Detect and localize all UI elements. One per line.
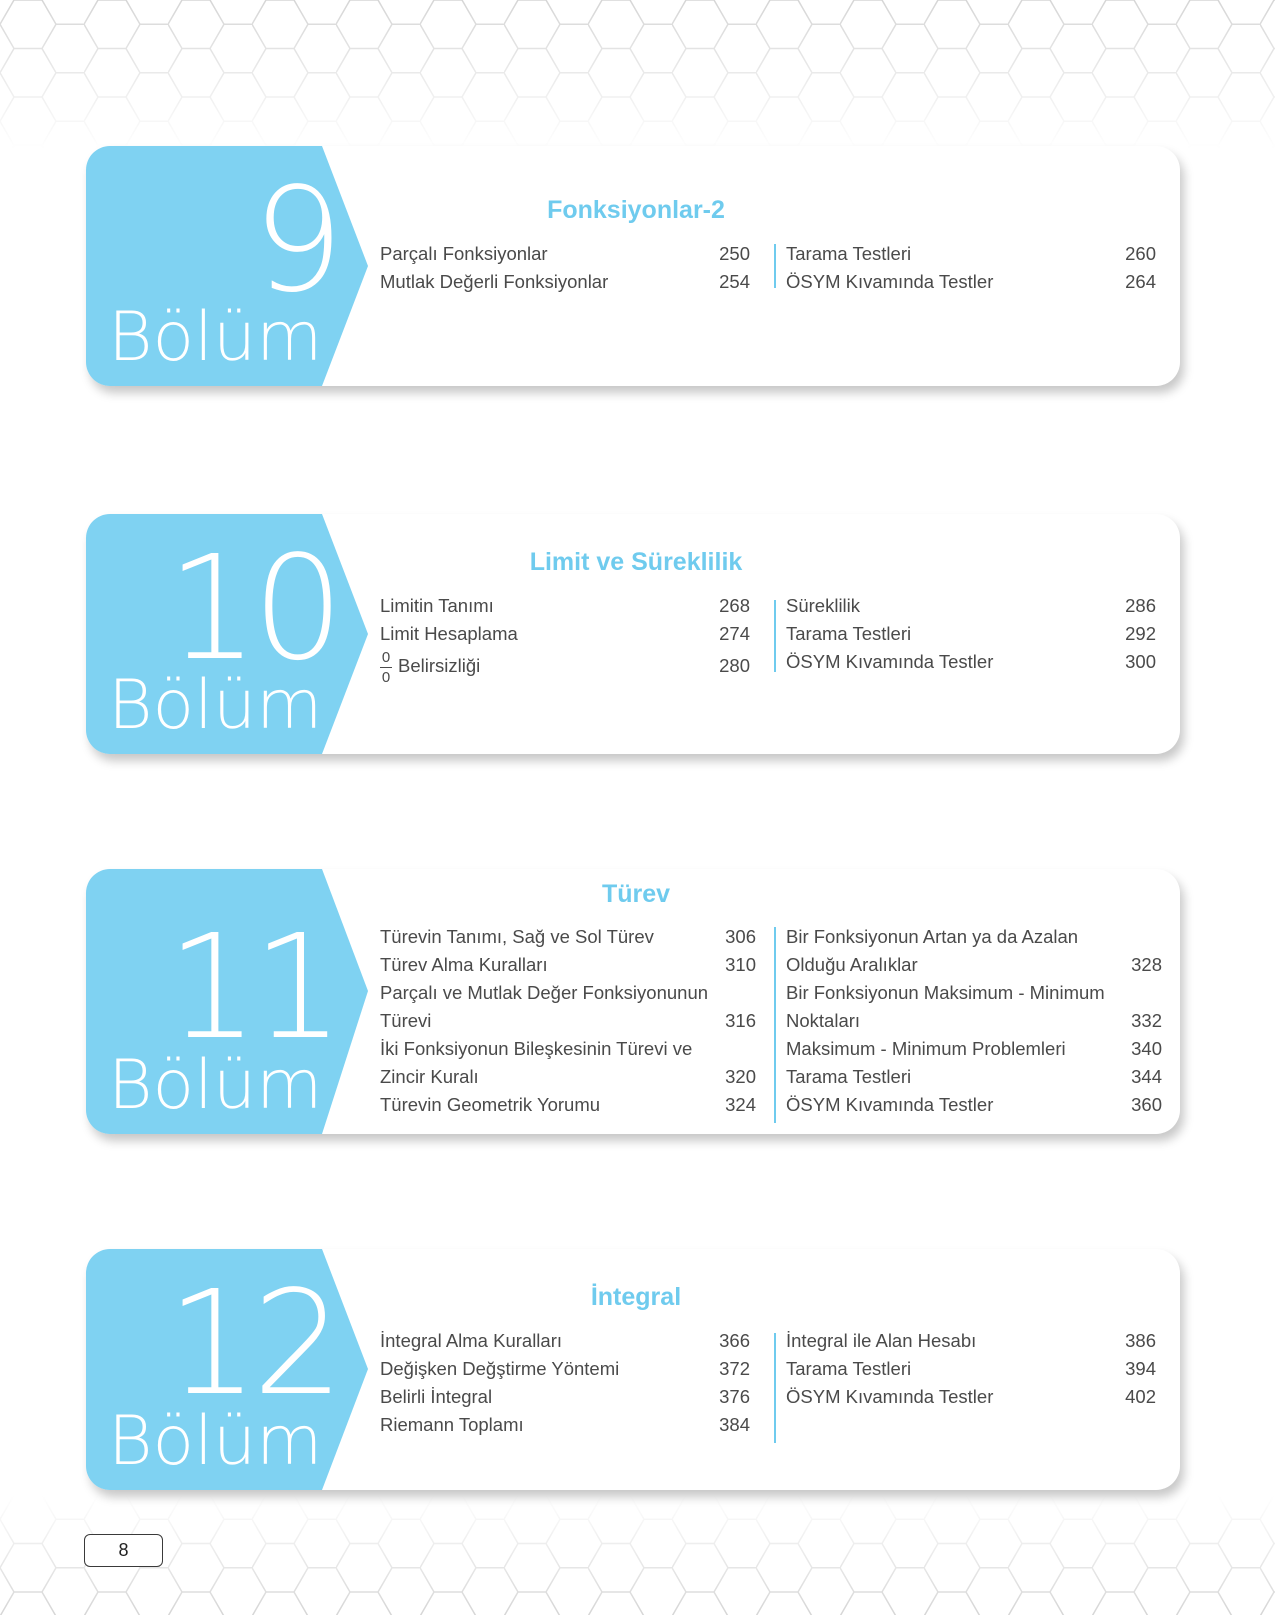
toc-label: Bir Fonksiyonun Maksimum - Minimum	[786, 982, 1105, 1003]
column-divider	[774, 927, 776, 1123]
toc-label: İki Fonksiyonun Bileşkesinin Türevi ve	[380, 1038, 693, 1059]
toc-entry[interactable]	[786, 1383, 1156, 1411]
chapter-number: 11	[166, 903, 338, 1071]
toc-page: 316	[725, 1010, 756, 1031]
toc-page: 394	[1125, 1358, 1156, 1379]
toc-label: Limit Hesaplama	[380, 623, 518, 644]
chapter-title: Limit ve Süreklilik	[529, 548, 743, 576]
toc-label: Türevi	[380, 1010, 432, 1031]
toc-page: 320	[725, 1066, 756, 1087]
chapter-title: İntegral	[590, 1283, 682, 1311]
toc-page: 344	[1131, 1066, 1162, 1087]
toc-label: Tarama Testleri	[786, 243, 912, 264]
toc-page: 402	[1125, 1386, 1156, 1407]
topic-list-right	[786, 592, 1156, 676]
toc-entry[interactable]	[380, 1327, 750, 1355]
chapter-number: 12	[166, 1259, 338, 1427]
toc-label: Bir Fonksiyonun Artan ya da Azalan	[786, 926, 1079, 947]
chapter-ribbon	[86, 514, 368, 754]
toc-label: Parçalı ve Mutlak Değer Fonksiyonunun	[380, 982, 709, 1003]
chapter-ribbon	[86, 1249, 368, 1490]
toc-page: 360	[1131, 1094, 1162, 1115]
toc-entry[interactable]	[380, 648, 750, 685]
zero-over-zero-fraction	[380, 650, 392, 685]
toc-page: 292	[1125, 623, 1156, 644]
toc-label: Türevin Tanımı, Sağ ve Sol Türev	[380, 926, 654, 947]
toc-label: ÖSYM Kıvamında Testler	[786, 271, 994, 292]
toc-label: Tarama Testleri	[786, 1358, 912, 1379]
toc-entry[interactable]	[380, 1063, 756, 1091]
toc-label: ÖSYM Kıvamında Testler	[786, 651, 994, 672]
toc-page: 386	[1125, 1330, 1156, 1351]
toc-label: Riemann Toplamı	[380, 1414, 524, 1435]
toc-label: İntegral Alma Kuralları	[380, 1330, 563, 1351]
toc-page: 306	[725, 926, 756, 947]
chapter-ribbon	[86, 146, 368, 386]
toc-label: Türev Alma Kuralları	[380, 954, 548, 975]
toc-label: Zincir Kuralı	[380, 1066, 479, 1087]
topic-list-right	[786, 240, 1156, 296]
toc-label: Mutlak Değerli Fonksiyonlar	[380, 271, 609, 292]
topic-list-left	[380, 240, 750, 296]
toc-page: 328	[1131, 954, 1162, 975]
toc-page: 286	[1125, 595, 1156, 616]
toc-page: 250	[719, 243, 750, 264]
toc-label: Tarama Testleri	[786, 1066, 912, 1087]
fraction-numerator: 0	[381, 648, 391, 666]
toc-entry[interactable]	[380, 1035, 756, 1063]
toc-page: 300	[1125, 651, 1156, 672]
topic-list-right	[786, 1327, 1156, 1411]
column-divider	[774, 244, 776, 288]
toc-entry[interactable]	[380, 1411, 750, 1439]
toc-entry[interactable]	[380, 1091, 756, 1119]
toc-label: Noktaları	[786, 1010, 861, 1031]
chapter-ribbon	[86, 869, 368, 1134]
column-divider	[774, 1333, 776, 1443]
topic-list-right	[786, 923, 1162, 1119]
toc-page: 268	[719, 595, 750, 616]
toc-page: 260	[1125, 243, 1156, 264]
toc-label: Süreklilik	[786, 595, 861, 616]
toc-entry[interactable]	[380, 923, 756, 951]
toc-entry[interactable]	[380, 1355, 750, 1383]
toc-page: 324	[725, 1094, 756, 1115]
toc-entry[interactable]	[786, 951, 1162, 979]
chapter-word: Bölüm	[108, 1046, 323, 1125]
chapter-word: Bölüm	[108, 1402, 323, 1481]
toc-label: Değişken Değştirme Yöntemi	[380, 1358, 620, 1379]
toc-entry[interactable]	[380, 592, 750, 620]
chapter-number: 9	[252, 156, 338, 324]
toc-entry[interactable]	[786, 1035, 1162, 1063]
chapter-title: Fonksiyonlar-2	[547, 196, 725, 224]
toc-page: 310	[725, 954, 756, 975]
chapter-word: Bölüm	[108, 666, 323, 745]
toc-label: İntegral ile Alan Hesabı	[786, 1330, 977, 1351]
toc-entry[interactable]	[380, 1383, 750, 1411]
toc-entry[interactable]	[786, 620, 1156, 648]
hexagon-background-bottom	[0, 1495, 1275, 1615]
toc-page: 274	[719, 623, 750, 644]
toc-entry[interactable]	[786, 1327, 1156, 1355]
toc-entry[interactable]	[786, 923, 1162, 951]
toc-page: 332	[1131, 1010, 1162, 1031]
toc-entry[interactable]	[786, 1355, 1156, 1383]
toc-label: Parçalı Fonksiyonlar	[380, 243, 548, 264]
toc-label: Belirli İntegral	[380, 1386, 493, 1407]
toc-entry[interactable]	[786, 648, 1156, 676]
toc-page: 280	[719, 655, 750, 676]
toc-page: 366	[719, 1330, 750, 1351]
toc-entry[interactable]	[380, 240, 750, 268]
toc-label: Tarama Testleri	[786, 623, 912, 644]
toc-page: 264	[1125, 271, 1156, 292]
chapter-card-10	[86, 514, 1180, 754]
toc-entry[interactable]	[786, 1007, 1162, 1035]
chapter-card-9	[86, 146, 1180, 386]
chapter-card-11	[86, 869, 1180, 1134]
toc-entry[interactable]	[380, 951, 756, 979]
toc-entry[interactable]	[380, 979, 756, 1007]
toc-entry[interactable]	[786, 979, 1162, 1007]
fraction-denominator: 0	[381, 668, 391, 686]
chapter-number: 10	[166, 524, 338, 692]
toc-entry[interactable]	[380, 268, 750, 296]
toc-entry[interactable]	[380, 620, 750, 648]
toc-label: Limitin Tanımı	[380, 595, 494, 616]
hexagon-background-top	[0, 0, 1275, 150]
toc-entry[interactable]	[786, 1091, 1162, 1119]
toc-page: 384	[719, 1414, 750, 1435]
toc-label: Maksimum - Minimum Problemleri	[786, 1038, 1066, 1059]
chapter-card-12	[86, 1249, 1180, 1490]
toc-entry[interactable]	[786, 268, 1156, 296]
toc-label: Türevin Geometrik Yorumu	[380, 1094, 601, 1115]
toc-page: 340	[1131, 1038, 1162, 1059]
toc-entry[interactable]	[786, 592, 1156, 620]
topic-list-left	[380, 592, 750, 685]
chapter-word: Bölüm	[108, 298, 323, 377]
toc-entry[interactable]	[786, 1063, 1162, 1091]
toc-entry[interactable]	[380, 1007, 756, 1035]
topic-list-left	[380, 923, 756, 1119]
page-number: 8	[84, 1534, 163, 1567]
topic-list-left	[380, 1327, 750, 1439]
toc-page: 254	[719, 271, 750, 292]
toc-label: ÖSYM Kıvamında Testler	[786, 1386, 994, 1407]
chapter-title: Türev	[601, 880, 671, 908]
toc-entry[interactable]	[786, 240, 1156, 268]
toc-page: 376	[719, 1386, 750, 1407]
toc-label: Olduğu Aralıklar	[786, 954, 918, 975]
toc-label: ÖSYM Kıvamında Testler	[786, 1094, 994, 1115]
column-divider	[774, 600, 776, 672]
toc-label: Belirsizliği	[398, 655, 481, 676]
toc-page: 372	[719, 1358, 750, 1379]
